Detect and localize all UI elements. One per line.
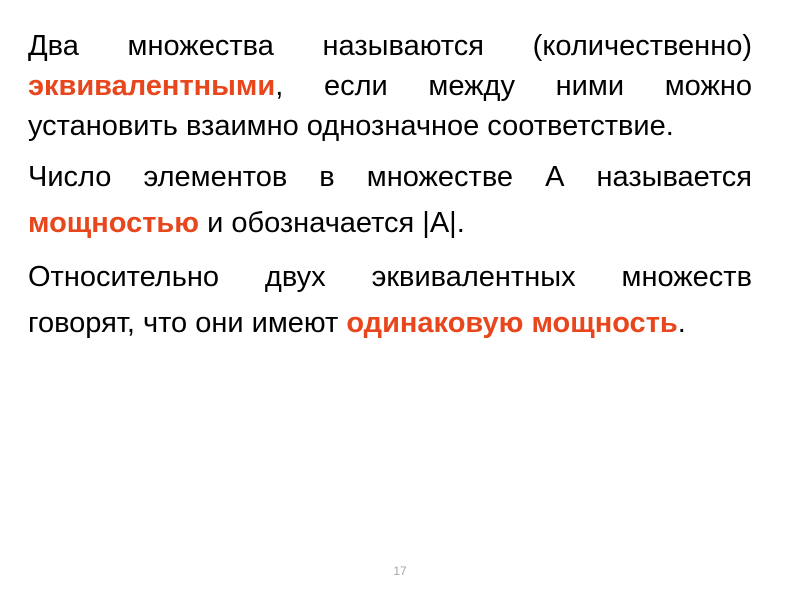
term-cardinality: мощностью [28, 207, 200, 239]
text-segment: и обозначается |А|. [199, 207, 465, 239]
paragraph-equivalence-definition [28, 26, 752, 146]
text-segment: . [677, 307, 686, 339]
paragraph-same-cardinality [28, 254, 752, 346]
paragraph-cardinality-definition [28, 154, 752, 246]
text-segment: , если между ними можно установить взаимно однозначное соответствие. [28, 70, 752, 142]
term-same-cardinality: одинаковую мощность [346, 307, 678, 339]
text-segment: Число элементов в множестве А называется [28, 161, 752, 193]
text-segment: Два множества называются (количественно) [28, 30, 752, 62]
page-number: 17 [393, 564, 407, 578]
text-segment: Относительно двух эквивалентных множеств говорят, что они имеют [28, 261, 752, 339]
term-equivalent: эквивалентными [28, 70, 276, 102]
